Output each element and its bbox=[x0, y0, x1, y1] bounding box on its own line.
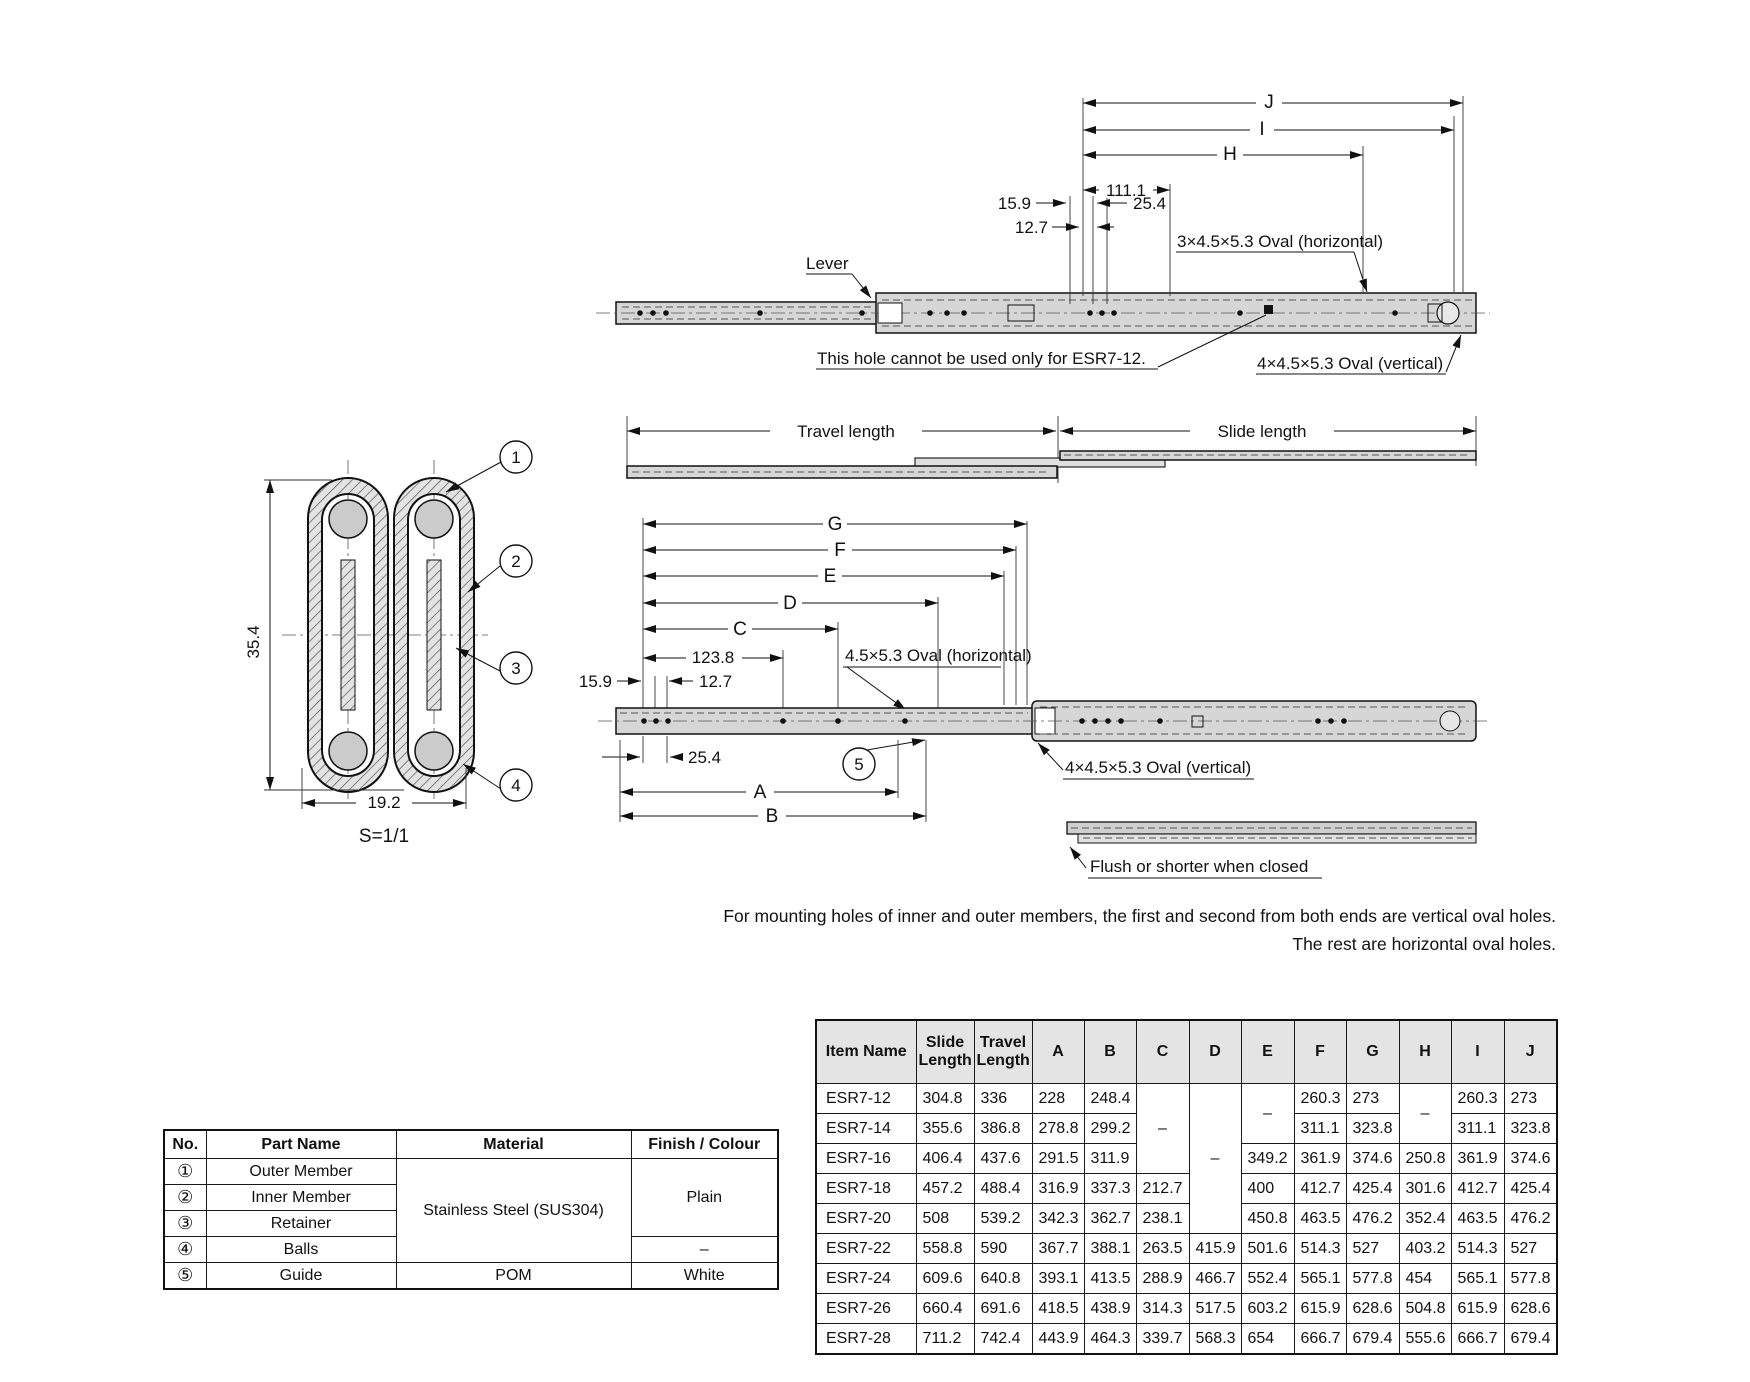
dim-value-cell: 413.5 bbox=[1084, 1264, 1136, 1294]
part-name-cell: Retainer bbox=[206, 1211, 396, 1237]
dim-value-cell: 311.1 bbox=[1294, 1114, 1346, 1144]
part-name-cell: Balls bbox=[206, 1237, 396, 1263]
dim-label-254-top: 25.4 bbox=[1133, 194, 1167, 213]
dim-label-b: B bbox=[765, 806, 779, 827]
item-name-cell: ESR7-16 bbox=[816, 1144, 916, 1174]
item-name-cell: ESR7-26 bbox=[816, 1294, 916, 1324]
oval-horizontal-label: 4.5×5.3 Oval (horizontal) bbox=[845, 646, 1032, 665]
part-material-cell: Stainless Steel (SUS304) bbox=[396, 1159, 631, 1263]
dim-value-cell: 314.3 bbox=[1136, 1294, 1189, 1324]
dim-label-111: 111.1 bbox=[1105, 181, 1147, 200]
dim-col-header-12: J bbox=[1504, 1020, 1557, 1084]
ball-bottom-left bbox=[329, 732, 367, 770]
ball-top-right bbox=[415, 500, 453, 538]
item-name-cell: ESR7-24 bbox=[816, 1264, 916, 1294]
dim-value-cell: 374.6 bbox=[1504, 1144, 1557, 1174]
dim-value-cell: 415.9 bbox=[1189, 1234, 1241, 1264]
dim-label-h: H bbox=[1223, 144, 1237, 165]
dim-col-header-9: G bbox=[1346, 1020, 1399, 1084]
dim-value-cell: 339.7 bbox=[1136, 1324, 1189, 1355]
dim-label-159-lower: 15.9 bbox=[578, 672, 612, 691]
dim-label-c: C bbox=[733, 619, 747, 640]
dim-label-g: G bbox=[827, 514, 843, 535]
callout-2: 2 bbox=[511, 552, 521, 571]
dim-value-cell: 288.9 bbox=[1136, 1264, 1189, 1294]
dim-value-cell: 527 bbox=[1346, 1234, 1399, 1264]
dim-table-row bbox=[816, 1324, 1557, 1355]
callout-1: 1 bbox=[511, 448, 521, 467]
item-name-cell: ESR7-20 bbox=[816, 1204, 916, 1234]
ball-top-left bbox=[329, 500, 367, 538]
lever-label: Lever bbox=[806, 254, 849, 273]
dim-value-cell: 464.3 bbox=[1084, 1324, 1136, 1355]
dim-label-159-top: 15.9 bbox=[997, 194, 1031, 213]
dim-col-header-10: H bbox=[1399, 1020, 1451, 1084]
dim-value-cell: 388.1 bbox=[1084, 1234, 1136, 1264]
dim-value-cell: 615.9 bbox=[1451, 1294, 1504, 1324]
dim-label-192: 19.2 bbox=[367, 793, 401, 812]
dim-value-cell: 454 bbox=[1399, 1264, 1451, 1294]
dim-value-cell: 514.3 bbox=[1451, 1234, 1504, 1264]
dim-value-cell: 508 bbox=[916, 1204, 974, 1234]
slide-rail bbox=[1060, 451, 1476, 460]
dim-value-cell: 393.1 bbox=[1032, 1264, 1084, 1294]
dim-value-cell: 228 bbox=[1032, 1084, 1084, 1114]
scale-label: S=1/1 bbox=[358, 826, 410, 847]
dim-value-cell: 374.6 bbox=[1346, 1144, 1399, 1174]
dim-value-cell: 501.6 bbox=[1241, 1234, 1294, 1264]
dim-value-cell: 212.7 bbox=[1136, 1174, 1189, 1204]
parts-col-header-3: Finish / Colour bbox=[631, 1130, 778, 1159]
dim-value-cell: 666.7 bbox=[1294, 1324, 1346, 1355]
dim-col-header-6: D bbox=[1189, 1020, 1241, 1084]
dim-value-cell: 463.5 bbox=[1451, 1204, 1504, 1234]
part-number-cell: ② bbox=[164, 1185, 206, 1211]
dim-value-cell: 450.8 bbox=[1241, 1204, 1294, 1234]
dim-col-header-4: B bbox=[1084, 1020, 1136, 1084]
dim-value-cell: 437.6 bbox=[974, 1144, 1032, 1174]
retainer-web-right bbox=[427, 560, 441, 710]
oval-vertical-4x-top-label: 4×4.5×5.3 Oval (vertical) bbox=[1257, 354, 1444, 373]
dim-value-cell: 640.8 bbox=[974, 1264, 1032, 1294]
parts-table bbox=[163, 1129, 779, 1290]
dim-label-127-top: 12.7 bbox=[1014, 218, 1048, 237]
dim-value-cell: 418.5 bbox=[1032, 1294, 1084, 1324]
dim-value-cell: 438.9 bbox=[1084, 1294, 1136, 1324]
dim-value-cell: 412.7 bbox=[1451, 1174, 1504, 1204]
dim-value-cell: 361.9 bbox=[1451, 1144, 1504, 1174]
parts-col-header-1: Part Name bbox=[206, 1130, 396, 1159]
dim-col-header-5: C bbox=[1136, 1020, 1189, 1084]
dim-value-cell: 311.9 bbox=[1084, 1144, 1136, 1174]
dim-value-cell: 565.1 bbox=[1451, 1264, 1504, 1294]
dim-value-cell: 660.4 bbox=[916, 1294, 974, 1324]
part-finish-cell: White bbox=[631, 1263, 778, 1290]
dim-value-cell: 301.6 bbox=[1399, 1174, 1451, 1204]
dim-value-cell: 311.1 bbox=[1451, 1114, 1504, 1144]
dim-label-j: J bbox=[1264, 92, 1274, 113]
parts-col-header-0: No. bbox=[164, 1130, 206, 1159]
dim-value-cell: 291.5 bbox=[1032, 1144, 1084, 1174]
dim-value-cell: 476.2 bbox=[1504, 1204, 1557, 1234]
lower-slide-drawing bbox=[579, 514, 1490, 827]
dim-table-row bbox=[816, 1084, 1557, 1114]
oval-horizontal-3x-label: 3×4.5×5.3 Oval (horizontal) bbox=[1177, 232, 1384, 251]
dim-value-cell: 248.4 bbox=[1084, 1084, 1136, 1114]
dim-col-header-1: Slide Length bbox=[916, 1020, 974, 1084]
dim-value-cell: 260.3 bbox=[1451, 1084, 1504, 1114]
dim-value-cell: 367.7 bbox=[1032, 1234, 1084, 1264]
lever-detail bbox=[878, 303, 902, 323]
callout-4: 4 bbox=[511, 776, 521, 795]
dim-value-cell: 476.2 bbox=[1346, 1204, 1399, 1234]
dim-label-i: I bbox=[1259, 119, 1265, 140]
dim-table-row bbox=[816, 1294, 1557, 1324]
dim-value-cell: 539.2 bbox=[974, 1204, 1032, 1234]
dim-value-cell: 711.2 bbox=[916, 1324, 974, 1355]
dim-value-cell: 349.2 bbox=[1241, 1144, 1294, 1174]
dim-value-cell: 425.4 bbox=[1504, 1174, 1557, 1204]
dim-table-row bbox=[816, 1234, 1557, 1264]
dim-value-cell: 412.7 bbox=[1294, 1174, 1346, 1204]
part-finish-cell: Plain bbox=[631, 1159, 778, 1237]
dim-value-cell: 590 bbox=[974, 1234, 1032, 1264]
dim-value-cell: 466.7 bbox=[1189, 1264, 1241, 1294]
dim-value-cell: 316.9 bbox=[1032, 1174, 1084, 1204]
item-name-cell: ESR7-18 bbox=[816, 1174, 916, 1204]
part-number-cell: ③ bbox=[164, 1211, 206, 1237]
dim-label-254-lower: 25.4 bbox=[688, 748, 722, 767]
dim-value-cell: 425.4 bbox=[1346, 1174, 1399, 1204]
part-number-cell: ① bbox=[164, 1159, 206, 1185]
dim-value-cell: 568.3 bbox=[1189, 1324, 1241, 1355]
part-name-cell: Guide bbox=[206, 1263, 396, 1290]
mounting-note-line2: The rest are horizontal oval holes. bbox=[1292, 934, 1556, 954]
dim-value-cell: 603.2 bbox=[1241, 1294, 1294, 1324]
dim-value-cell: 355.6 bbox=[916, 1114, 974, 1144]
dim-value-cell: 250.8 bbox=[1399, 1144, 1451, 1174]
part-name-cell: Inner Member bbox=[206, 1185, 396, 1211]
parts-col-header-2: Material bbox=[396, 1130, 631, 1159]
mounting-note-line1: For mounting holes of inner and outer members, the first and second from both ends are vertical oval holes. bbox=[723, 906, 1556, 926]
dim-value-cell: – bbox=[1136, 1084, 1189, 1174]
travel-length-label: Travel length bbox=[797, 422, 895, 441]
dim-value-cell: 552.4 bbox=[1241, 1264, 1294, 1294]
flush-note: Flush or shorter when closed bbox=[1090, 857, 1309, 876]
dim-value-cell: 615.9 bbox=[1294, 1294, 1346, 1324]
dim-label-a: A bbox=[753, 782, 767, 803]
dim-value-cell: 278.8 bbox=[1032, 1114, 1084, 1144]
callout-3: 3 bbox=[511, 659, 521, 678]
parts-table-row bbox=[164, 1263, 778, 1290]
dim-value-cell: 361.9 bbox=[1294, 1144, 1346, 1174]
dim-value-cell: 323.8 bbox=[1346, 1114, 1399, 1144]
dim-col-header-7: E bbox=[1241, 1020, 1294, 1084]
dim-value-cell: 504.8 bbox=[1399, 1294, 1451, 1324]
top-slide-drawing bbox=[596, 92, 1490, 374]
dimension-table bbox=[815, 1019, 1558, 1355]
parts-table-header-row bbox=[164, 1130, 778, 1159]
dim-value-cell: 742.4 bbox=[974, 1324, 1032, 1355]
item-name-cell: ESR7-14 bbox=[816, 1114, 916, 1144]
dim-value-cell: 577.8 bbox=[1504, 1264, 1557, 1294]
dim-value-cell: 679.4 bbox=[1346, 1324, 1399, 1355]
part-finish-cell: – bbox=[631, 1237, 778, 1263]
dim-value-cell: 443.9 bbox=[1032, 1324, 1084, 1355]
callout-5: 5 bbox=[854, 755, 864, 774]
part-name-cell: Outer Member bbox=[206, 1159, 396, 1185]
dim-label-e: E bbox=[823, 566, 837, 587]
parts-table-body bbox=[164, 1159, 778, 1290]
dim-value-cell: 517.5 bbox=[1189, 1294, 1241, 1324]
closed-slide-drawing bbox=[1067, 822, 1476, 878]
dim-value-cell: 352.4 bbox=[1399, 1204, 1451, 1234]
dim-value-cell: 457.2 bbox=[916, 1174, 974, 1204]
dim-value-cell: 488.4 bbox=[974, 1174, 1032, 1204]
part-number-cell: ④ bbox=[164, 1237, 206, 1263]
dim-value-cell: 336 bbox=[974, 1084, 1032, 1114]
dim-value-cell: 304.8 bbox=[916, 1084, 974, 1114]
dim-value-cell: 260.3 bbox=[1294, 1084, 1346, 1114]
ball-bottom-right bbox=[415, 732, 453, 770]
dim-value-cell: 555.6 bbox=[1399, 1324, 1451, 1355]
dim-label-127-lower: 12.7 bbox=[699, 672, 733, 691]
dim-value-cell: 362.7 bbox=[1084, 1204, 1136, 1234]
dim-value-cell: 527 bbox=[1504, 1234, 1557, 1264]
marked-hole bbox=[1264, 305, 1273, 314]
dim-value-cell: 238.1 bbox=[1136, 1204, 1189, 1234]
dim-value-cell: 628.6 bbox=[1504, 1294, 1557, 1324]
retainer-web-left bbox=[341, 560, 355, 710]
oval-vertical-4x-lower-label: 4×4.5×5.3 Oval (vertical) bbox=[1065, 758, 1252, 777]
dim-label-354: 35.4 bbox=[244, 625, 263, 659]
dimension-table-body bbox=[816, 1084, 1557, 1355]
dim-value-cell: 577.8 bbox=[1346, 1264, 1399, 1294]
hole-restriction-note: This hole cannot be used only for ESR7-12. bbox=[817, 349, 1146, 368]
parts-table-row bbox=[164, 1159, 778, 1185]
dim-value-cell: 666.7 bbox=[1451, 1324, 1504, 1355]
cross-section bbox=[244, 441, 532, 847]
dim-value-cell: 400 bbox=[1241, 1174, 1294, 1204]
dim-col-header-11: I bbox=[1451, 1020, 1504, 1084]
dim-value-cell: 628.6 bbox=[1346, 1294, 1399, 1324]
dim-value-cell: 337.3 bbox=[1084, 1174, 1136, 1204]
item-name-cell: ESR7-22 bbox=[816, 1234, 916, 1264]
dim-col-header-3: A bbox=[1032, 1020, 1084, 1084]
dimension-table-header-row bbox=[816, 1020, 1557, 1084]
slide-length-label: Slide length bbox=[1217, 422, 1307, 441]
part-number-cell: ⑤ bbox=[164, 1263, 206, 1290]
dim-table-row bbox=[816, 1174, 1557, 1204]
dim-value-cell: 406.4 bbox=[916, 1144, 974, 1174]
dim-value-cell: 403.2 bbox=[1399, 1234, 1451, 1264]
dim-value-cell: 654 bbox=[1241, 1324, 1294, 1355]
dim-col-header-2: Travel Length bbox=[974, 1020, 1032, 1084]
dim-value-cell: 691.6 bbox=[974, 1294, 1032, 1324]
dim-table-row bbox=[816, 1204, 1557, 1234]
dim-value-cell: 273 bbox=[1504, 1084, 1557, 1114]
dim-col-header-0: Item Name bbox=[816, 1020, 916, 1084]
item-name-cell: ESR7-12 bbox=[816, 1084, 916, 1114]
dim-value-cell: 558.8 bbox=[916, 1234, 974, 1264]
part-material-cell: POM bbox=[396, 1263, 631, 1290]
dim-value-cell: – bbox=[1399, 1084, 1451, 1144]
dim-value-cell: – bbox=[1241, 1084, 1294, 1144]
dim-value-cell: 323.8 bbox=[1504, 1114, 1557, 1144]
dim-value-cell: 263.5 bbox=[1136, 1234, 1189, 1264]
dim-value-cell: 565.1 bbox=[1294, 1264, 1346, 1294]
dim-value-cell: 463.5 bbox=[1294, 1204, 1346, 1234]
dim-label-f: F bbox=[834, 540, 846, 561]
dim-value-cell: 514.3 bbox=[1294, 1234, 1346, 1264]
dim-value-cell: 342.3 bbox=[1032, 1204, 1084, 1234]
dim-label-d: D bbox=[783, 593, 797, 614]
dim-table-row bbox=[816, 1264, 1557, 1294]
dim-value-cell: 609.6 bbox=[916, 1264, 974, 1294]
dim-label-1238: 123.8 bbox=[691, 648, 735, 667]
dim-value-cell: 299.2 bbox=[1084, 1114, 1136, 1144]
dim-value-cell: – bbox=[1189, 1084, 1241, 1234]
dim-value-cell: 679.4 bbox=[1504, 1324, 1557, 1355]
dim-value-cell: 273 bbox=[1346, 1084, 1399, 1114]
item-name-cell: ESR7-28 bbox=[816, 1324, 916, 1355]
dim-value-cell: 386.8 bbox=[974, 1114, 1032, 1144]
travel-slide-diagram bbox=[627, 416, 1476, 483]
dim-col-header-8: F bbox=[1294, 1020, 1346, 1084]
